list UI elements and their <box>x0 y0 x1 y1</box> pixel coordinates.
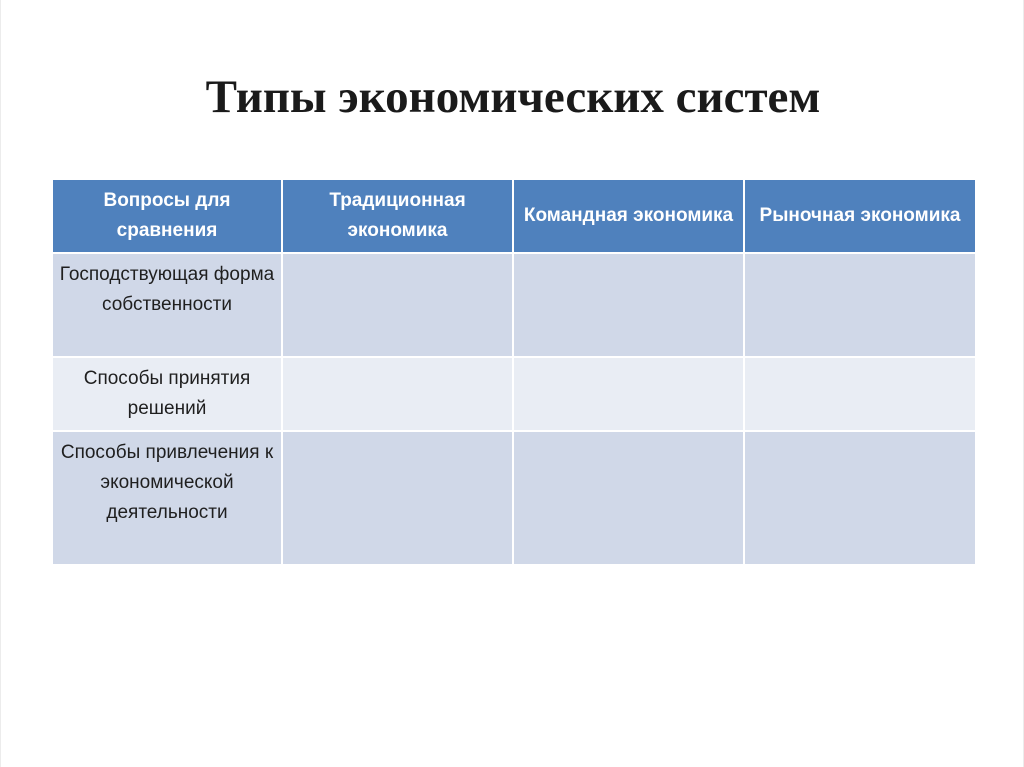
row-label: Господствующая форма собственности <box>52 253 282 357</box>
header-cell-market: Рыночная экономика <box>744 179 976 253</box>
row-label: Способы привлечения к экономической деятельности <box>52 431 282 565</box>
table-row <box>52 357 976 431</box>
table-cell[interactable] <box>744 431 976 565</box>
row-label: Способы принятия решений <box>52 357 282 431</box>
table-cell[interactable] <box>513 431 744 565</box>
header-cell-traditional: Традиционная экономика <box>282 179 513 253</box>
table-cell[interactable] <box>744 357 976 431</box>
table-cell[interactable] <box>744 253 976 357</box>
comparison-table <box>51 178 977 566</box>
table-cell[interactable] <box>282 431 513 565</box>
header-cell-command: Командная экономика <box>513 179 744 253</box>
table-cell[interactable] <box>282 253 513 357</box>
table-cell[interactable] <box>513 357 744 431</box>
table-cell[interactable] <box>282 357 513 431</box>
slide-title: Типы экономических систем <box>205 71 821 123</box>
table-cell[interactable] <box>513 253 744 357</box>
table-row <box>52 253 976 357</box>
table-header-row <box>52 179 976 253</box>
table-row <box>52 431 976 565</box>
header-cell-questions: Вопросы для сравнения <box>52 179 282 253</box>
